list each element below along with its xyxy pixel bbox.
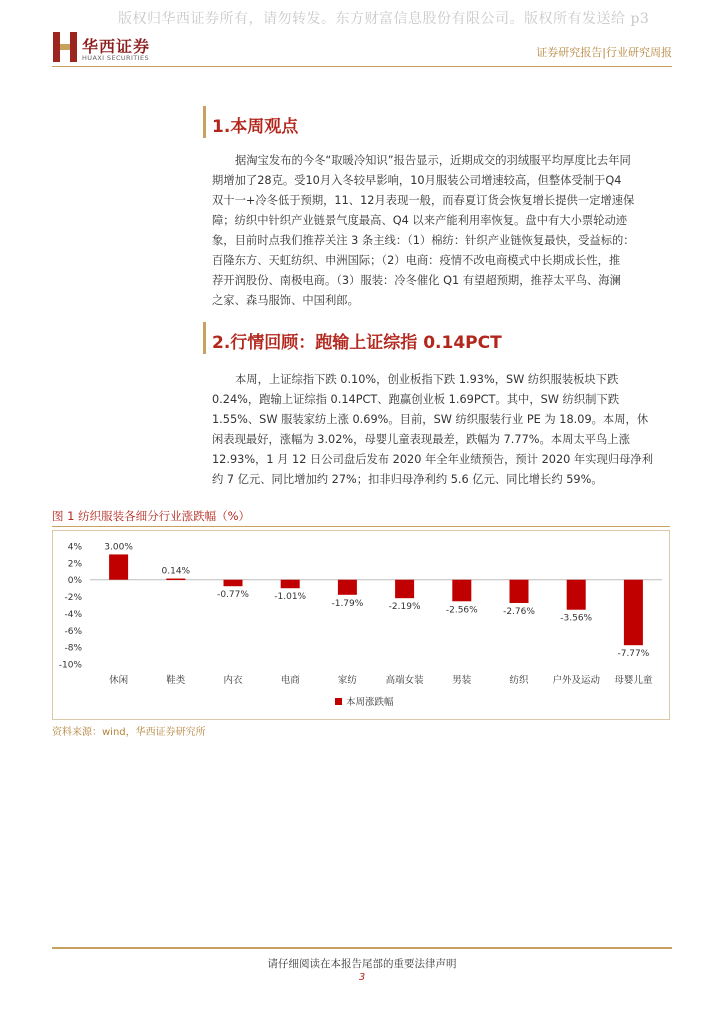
legal-notice: 请仔细阅读在本报告尾部的重要法律声明 — [267, 958, 457, 970]
section-marker — [203, 106, 206, 138]
body-line: 障；纺织中针织产业链景气度最高、Q4 以来产能利用率恢复。盘中有大小票轮动迹 — [212, 214, 628, 227]
data-label: -0.77% — [217, 590, 249, 601]
section-1-body — [212, 151, 670, 311]
bar — [166, 579, 185, 581]
y-tick-label: -10% — [58, 660, 82, 671]
category-label: 鞋类 — [166, 675, 186, 686]
figure-divider — [52, 526, 670, 527]
watermark: 版权归华西证券所有，请勿转发。东方财富信息股份有限公司。版权所有发送给 p3 — [118, 11, 650, 27]
y-tick-label: -4% — [64, 609, 82, 620]
logo-english-name: HUAXI SECURITIES — [82, 54, 150, 62]
category-label: 内衣 — [223, 675, 243, 686]
header-divider — [52, 66, 672, 67]
body-line: 期增加了28克。受10月入冬较早影响，10月服装公司增速较高，但整体受制于Q4 — [212, 174, 622, 187]
body-line: 之家、森马服饰、中国利郎。 — [212, 294, 359, 307]
y-tick-label: 2% — [67, 559, 82, 570]
y-tick-label: -2% — [64, 593, 82, 604]
section-marker — [203, 322, 206, 354]
data-label: -2.56% — [445, 605, 478, 616]
report-type: 证券研究报告|行业研究周报 — [536, 46, 672, 59]
section-2-title: 2.行情回顾：跑输上证综指 0.14PCT — [212, 333, 502, 353]
data-label: -1.79% — [331, 598, 364, 609]
data-label: -2.19% — [388, 602, 421, 613]
body-line: 百隆东方、天虹纺织、申洲国际；（2）电商：疫情不改电商模式中长期成长性，推 — [212, 254, 621, 267]
company-logo — [52, 30, 222, 66]
category-label: 休闲 — [109, 675, 129, 686]
y-tick-label: 4% — [67, 542, 82, 553]
logo-mark-icon — [52, 30, 78, 64]
bar — [624, 580, 643, 645]
legend-swatch — [335, 698, 342, 705]
body-line: 闲表现最好，涨幅为 3.02%，母婴儿童表现最差，跌幅为 7.77%。本周太平鸟上涨 — [212, 433, 630, 446]
bar — [567, 580, 586, 610]
body-line: 约 7 亿元、同比增加约 27%；扣非归母净利约 5.6 亿元、同比增长约 59%。 — [212, 473, 603, 486]
body-line: 12.93%，1 月 12 日公司盘后发布 2020 年全年业绩预告，预计 2020 年实现归母净利 — [212, 453, 653, 466]
bar — [281, 580, 300, 589]
page-number: 3 — [358, 972, 366, 983]
bar — [109, 554, 128, 579]
figure-title: 图 1 纺织服装各细分行业涨跌幅（%） — [52, 509, 251, 523]
y-tick-label: -6% — [64, 626, 82, 637]
body-line: 0.24%，跑输上证综指 0.14PCT、跑赢创业板 1.69PCT。其中，SW 纺织制下跌 — [212, 393, 620, 406]
body-line: 据淘宝发布的今冬“取暖冷知识”报告显示，近期成交的羽绒服平均厚度比去年同 — [235, 154, 631, 167]
logo-chinese-name: 华西证券 — [82, 37, 151, 56]
footer-divider — [52, 947, 672, 949]
data-label: -1.01% — [274, 592, 307, 603]
body-line: 双十一+冷冬低于预期，11、12月表现一般，而春夏订货会恢复增长提供一定增速保 — [212, 194, 635, 207]
y-tick-label: 0% — [67, 576, 82, 587]
bar — [510, 580, 529, 603]
bar — [338, 580, 357, 595]
bar — [224, 580, 243, 586]
section-1-title: 1.本周观点 — [212, 117, 299, 137]
category-label: 纺织 — [509, 675, 529, 686]
bar-chart — [52, 530, 670, 720]
category-label: 高端女装 — [385, 675, 424, 686]
data-label: -7.77% — [617, 649, 650, 660]
data-label: 0.14% — [161, 566, 191, 577]
category-label: 母婴儿童 — [614, 675, 653, 686]
category-label: 户外及运动 — [552, 675, 600, 686]
category-label: 家纺 — [337, 675, 357, 686]
section-2-body — [212, 370, 670, 490]
body-line: 1.55%、SW 服装家纺上涨 0.69%。目前，SW 纺织服装行业 PE 为 18.09。本周，休 — [212, 413, 649, 426]
y-tick-label: -8% — [64, 643, 82, 654]
body-line: 本周，上证综指下跌 0.10%，创业板指下跌 1.93%，SW 纺织服装板块下跌 — [235, 373, 619, 386]
body-line: 荐开润股份、南极电商。（3）服装：冷冬催化 Q1 有望超预期，推荐太平鸟、海澜 — [212, 274, 621, 287]
body-line: 象，目前时点我们推荐关注 3 条主线：（1）棉纺：针织产业链恢复最快，受益标的： — [212, 234, 635, 247]
data-label: -3.56% — [560, 613, 593, 624]
category-label: 男装 — [452, 675, 472, 686]
legend-label: 本周涨跌幅 — [346, 697, 394, 708]
data-label: -2.76% — [503, 606, 535, 617]
data-label: 3.00% — [104, 542, 133, 553]
bar — [395, 580, 414, 598]
figure-source: 资料来源：wind，华西证券研究所 — [52, 727, 206, 738]
category-label: 电商 — [280, 675, 300, 686]
bar — [452, 580, 471, 602]
